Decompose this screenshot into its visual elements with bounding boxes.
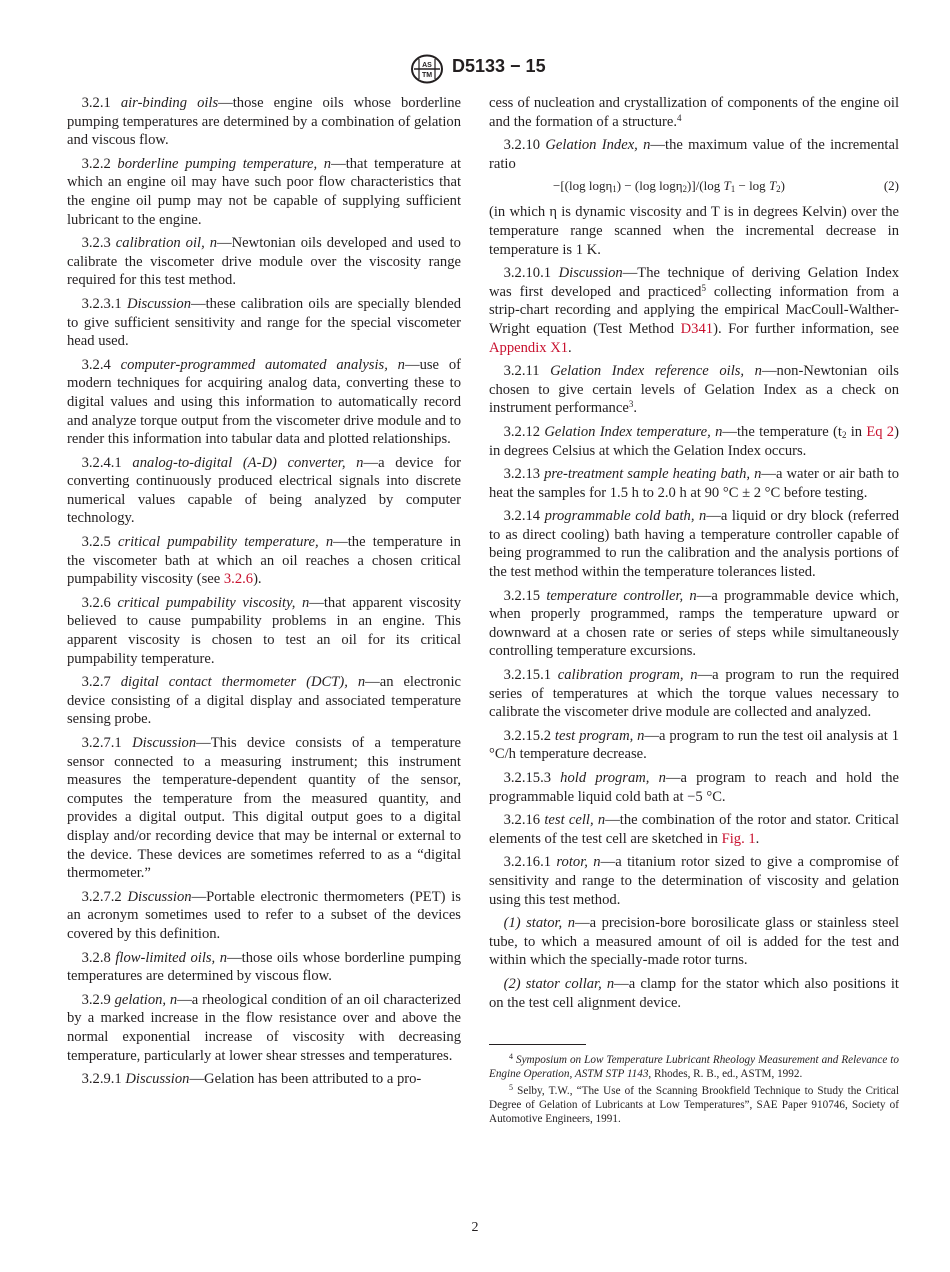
section-number: 3.2.5	[81, 534, 111, 551]
definition-3-2-6	[67, 594, 461, 668]
definition-3-2-3	[67, 234, 461, 290]
definition-text: —a liquid or dry block (referred to as direct cooling) bath having a temperature controller capable of being programmed to run the calibration and the analysis portions of the test method within the temperature tolerances listed.	[489, 508, 899, 581]
term: critical pumpability temperature, n	[117, 534, 334, 551]
footnote-title: Symposium on Low Temperature Lubricant Rheology Measurement and Relevance to Engine Operation, ASTM STP 1143	[489, 1054, 900, 1081]
definition-3-2-7-1	[67, 734, 461, 883]
equation-2	[489, 175, 899, 197]
definition-3-2-4	[67, 356, 461, 449]
term: pre-treatment sample heating bath, n	[544, 466, 762, 483]
definition-text: .	[568, 339, 572, 356]
left-column	[67, 94, 461, 1094]
svg-text:TM: TM	[421, 72, 433, 79]
definition-stator	[489, 914, 899, 970]
definition-3-2-15-3	[489, 769, 899, 806]
term: calibration program, n	[557, 667, 698, 684]
footnote-rule	[489, 1044, 586, 1045]
definition-3-2-8	[67, 949, 461, 986]
eq-part: )	[780, 178, 786, 194]
eq-sub: 2	[682, 184, 688, 195]
footnote-ref: 5	[701, 282, 706, 293]
eq-var: T	[768, 178, 777, 194]
definition-text: in	[846, 423, 867, 440]
document-id: D5133 − 15	[452, 56, 546, 76]
definition-3-2-1	[67, 94, 461, 150]
section-number: 3.2.6	[81, 594, 111, 611]
eq-part: −[(log logη	[553, 178, 613, 194]
definition-text: —a program to run the test oil analysis at 1 °C/h temperature decrease.	[489, 727, 899, 763]
link-eq-2[interactable]: Eq 2	[866, 423, 895, 440]
section-number: 3.2.7.1	[81, 735, 122, 751]
definition-text: —the temperature in the viscometer bath at which an oil reaches a chosen critical pumpability viscosity (see	[67, 534, 461, 588]
definition-3-2-5	[67, 533, 461, 589]
section-number: 3.2.8	[81, 949, 111, 966]
eq-sub: 1	[612, 184, 617, 195]
term: Gelation Index reference oils, n	[550, 363, 762, 380]
definition-text: ).	[253, 571, 262, 588]
eq-sub: 2	[776, 184, 781, 195]
continuation-text: cess of nucleation and crystallization of components of the engine oil and the formation of a structure.	[489, 95, 899, 130]
definition-text: —Newtonian oils developed and used to calibrate the viscometer drive module over the viscosity range required for this test method.	[67, 235, 461, 289]
definition-3-2-2	[67, 155, 461, 229]
section-number: 3.2.15.3	[503, 770, 552, 786]
term: gelation, n	[114, 991, 178, 1008]
term: flow-limited oils, n	[115, 949, 228, 966]
section-number: 3.2.16.1	[503, 854, 552, 871]
footnote-ref: 3	[628, 399, 634, 410]
eq-part: )]/(log	[687, 178, 724, 194]
link-3-2-6[interactable]: 3.2.6	[223, 571, 254, 588]
term: Discussion	[127, 888, 192, 905]
page-header	[0, 52, 950, 88]
right-column	[489, 94, 899, 1128]
definition-text: —This device consists of a temperature sensor connected to a measuring instrument; this instrument measures the temperature-dependent quantity of the sensor, computes the temperature from the measured quantity, and provides a digital output. This digital output goes to a digital display and/or recording device that may be internal or external to the device. These devices are sometimes referred to as a “digital thermometer.”	[67, 735, 461, 882]
term: borderline pumping temperature, n	[117, 155, 332, 172]
section-number: 3.2.7	[81, 674, 111, 691]
section-number: 3.2.2	[81, 155, 111, 172]
definition-text: —a precision-bore borosilicate glass or stainless steel tube, to which a measured amount of oil is added for the test and within which the specially-made rotor turns.	[489, 915, 900, 969]
definition-3-2-16-1	[489, 853, 899, 909]
section-number: 3.2.16	[503, 812, 541, 829]
footnote-5	[489, 1084, 899, 1127]
section-number: 3.2.9.1	[81, 1071, 122, 1088]
definition-text: —these calibration oils are specially blended to give sufficient sensitivity and range for the special viscometer head used.	[67, 295, 461, 350]
eq-part: − log	[735, 178, 769, 194]
term: computer-programmed automated analysis, n	[120, 356, 405, 373]
section-number: 3.2.4	[81, 356, 111, 373]
section-number: 3.2.15.2	[503, 727, 552, 744]
footnote-ref: 4	[677, 112, 682, 123]
section-number: 3.2.13	[503, 466, 541, 483]
section-number: 3.2.14	[503, 508, 541, 525]
link-appendix-x1[interactable]: Appendix X1	[489, 339, 569, 356]
section-number: 3.2.3	[81, 235, 111, 252]
definition-text: —a program to run the required series of temperatures at which the torque values necessary to calibrate the viscometer drive module are collected and analyzed.	[489, 667, 899, 721]
definition-text: —a rheological condition of an oil characterized by a marked increase in the flow resistance over and above the normal exponential increase of viscosity with decreasing temperature, particularly at lower shear stresses and temperatures.	[67, 991, 461, 1064]
term: test program, n	[554, 727, 645, 744]
term: (1) stator, n	[503, 915, 576, 932]
definition-text: —the maximum value of the incremental ratio	[489, 137, 899, 172]
definition-3-2-4-1	[67, 454, 461, 528]
eq-sub: 1	[730, 184, 736, 195]
definition-3-2-13	[489, 465, 899, 502]
definition-3-2-9	[67, 991, 461, 1065]
link-d341[interactable]: D341	[680, 320, 714, 337]
term: analog-to-digital (A-D) converter, n	[132, 454, 364, 471]
definition-text: —non-Newtonian oils chosen to give certain levels of Gelation Index as a check on instrument performance	[489, 363, 899, 417]
footnote-text: Selby, T.W., “The Use of the Scanning Brookfield Technique to Study the Critical Degree of Gelation of Lubricants at Low Temperatures”, SAE Paper 910746, Society of Automotive Engineers, 1991.	[489, 1084, 899, 1125]
definition-text: —that apparent viscosity believed to cause pumpability problems in an engine. This apparent viscosity is chosen to test an oil for its critical pumpability temperature.	[67, 594, 461, 667]
section-number: 3.2.7.2	[81, 888, 122, 905]
term: Gelation Index temperature, n	[544, 423, 723, 440]
footnote-text: , Rhodes, R. B., ed., ASTM, 1992.	[648, 1068, 803, 1081]
term: Discussion	[125, 1071, 190, 1088]
definition-3-2-10	[489, 136, 899, 173]
term: Gelation Index, n	[545, 137, 651, 154]
definition-text: collecting information from a strip-chart recording and applying the empirical MacCoull-Walther-Wright equation (Test Method	[489, 283, 899, 337]
section-number: 3.2.15.1	[503, 667, 552, 684]
term: test cell, n	[544, 812, 606, 829]
definition-text: ). For further information, see	[713, 320, 900, 337]
definition-3-2-15-1	[489, 666, 899, 722]
section-number: 3.2.15	[503, 587, 541, 604]
term: hold program, n	[560, 770, 666, 786]
term: digital contact thermometer (DCT), n	[120, 674, 366, 691]
definition-text: —a clamp for the stator which also positions it on the test cell alignment device.	[489, 975, 899, 1011]
definition-3-2-9-1	[67, 1070, 461, 1089]
definition-3-2-11	[489, 362, 899, 418]
term: critical pumpability viscosity, n	[117, 594, 310, 611]
definition-text: —Gelation has been attributed to a pro-	[189, 1071, 422, 1088]
definition-text: —a program to reach and hold the programmable liquid cold bath at −5 °C.	[489, 770, 900, 805]
section-number: 3.2.11	[503, 363, 540, 380]
definition-3-2-7-2	[67, 888, 461, 944]
definition-text: ) in degrees Celsius at which the Gelation Index occurs.	[489, 423, 899, 459]
footnote-mark: 5	[509, 1082, 513, 1092]
footnote-mark: 4	[509, 1052, 513, 1062]
svg-text:AS: AS	[422, 62, 432, 69]
term: programmable cold bath, n	[544, 508, 707, 525]
definition-text: —a device for converting continuously produced electrical signals into discrete numerical values capable of being analyzed by computer technology.	[67, 454, 461, 527]
section-number: 3.2.4.1	[81, 454, 122, 471]
definition-text: .	[755, 830, 760, 847]
definition-3-2-15	[489, 587, 899, 661]
section-number: 3.2.12	[503, 423, 541, 440]
section-number: 3.2.9	[81, 991, 111, 1008]
definition-stator-collar	[489, 975, 899, 1012]
eq-part: ) − (log logη	[616, 178, 683, 194]
term: air-binding oils	[120, 95, 219, 111]
term: Discussion	[558, 265, 623, 282]
definition-3-2-3-1	[67, 295, 461, 351]
definition-text: —those oils whose borderline pumping temperatures are determined by viscous flow.	[67, 949, 462, 985]
equation-number: (2)	[883, 178, 899, 194]
term: Discussion	[132, 735, 197, 751]
eq-var: T	[723, 178, 731, 194]
section-number: 3.2.10	[503, 137, 541, 154]
term: Discussion	[126, 295, 192, 312]
term: rotor, n	[556, 854, 601, 871]
definition-3-2-15-2	[489, 727, 899, 764]
definition-text: —an electronic device consisting of a digital display and associated temperature sensing probe.	[67, 674, 461, 728]
equation-body	[553, 177, 785, 196]
definition-text: .	[633, 400, 637, 417]
definition-3-2-7	[67, 673, 461, 729]
definition-text: —a water or air bath to heat the samples for 1.5 h to 2.0 h at 90 °C ± 2 °C before testing.	[489, 466, 899, 501]
subscript: 2	[841, 429, 847, 440]
definition-text: —Portable electronic thermometers (PET) is an acronym sometimes used to refer to a subset of the devices covered by this definition.	[67, 888, 461, 942]
paragraph-continuation	[489, 94, 899, 131]
footnote-4	[489, 1053, 899, 1081]
paragraph-after-equation: (in which η is dynamic viscosity and T is in degrees Kelvin) over the temperature range scanned when the incremental decrease in temperature is 1 K.	[489, 204, 899, 258]
definition-text: —a programmable device which, when properly programmed, ramps the temperature upward or downward at a chosen rate or series of steps while simultaneously controlling temperature excursions.	[489, 587, 899, 660]
link-fig-1[interactable]: Fig. 1	[721, 830, 756, 847]
definition-3-2-12	[489, 423, 899, 460]
term: calibration oil, n	[115, 235, 218, 252]
definition-text: —the combination of the rotor and stator. Critical elements of the test cell are sketched in	[489, 812, 899, 847]
term: (2) stator collar, n	[503, 975, 615, 992]
definition-3-2-16	[489, 811, 899, 848]
definition-3-2-14	[489, 507, 899, 581]
astm-logo-icon	[410, 54, 444, 84]
definition-text: —that temperature at which an engine oil may have such poor flow characteristics that the engine oil pump may not be capable of supplying sufficient lubricant to the engine.	[67, 155, 461, 228]
section-number: 3.2.1	[81, 95, 111, 111]
section-number: 3.2.10.1	[503, 265, 552, 282]
term: temperature controller, n	[546, 587, 697, 604]
definition-text: —a titanium rotor sized to give a compromise of sensitivity and range to the determination of viscosity and gelation using this test method.	[489, 854, 899, 908]
definition-text: —the temperature (t	[722, 423, 842, 440]
definition-text: —The technique of deriving Gelation Index was first developed and practiced	[489, 265, 899, 300]
section-number: 3.2.3.1	[81, 295, 122, 312]
page-number: 2	[471, 1220, 479, 1235]
definition-3-2-10-1	[489, 264, 899, 357]
definition-text: —use of modern techniques for acquiring analog data, converting these to digital values and using this information to automatically record and analyze torque output from the viscometer drive module and to render this information into tabular data and plotted relationships.	[67, 356, 461, 448]
definition-text: —those engine oils whose borderline pumping temperatures are determined by a combination of gelation and viscous flow.	[67, 95, 461, 149]
